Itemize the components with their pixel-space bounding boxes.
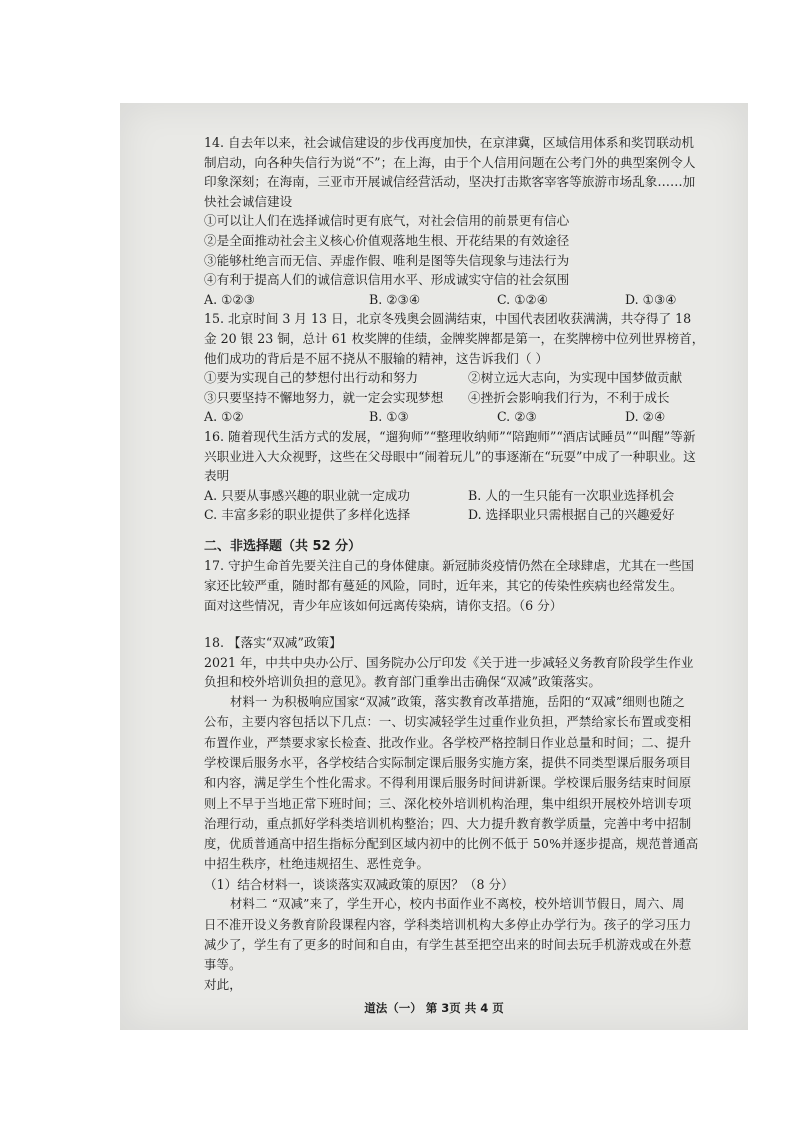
material-2: [204, 894, 732, 975]
question-14: [204, 133, 732, 309]
material-1-line: 治理行动，重点抓好学科类培训机构整治；四、大力提升教育教学质量，完善中考中招制: [204, 816, 692, 831]
material-1-line: 学校课后服务水平，各学校结合实际制定课后服务实施方案，提供不同类型课后服务项目: [204, 755, 692, 770]
q15-option-a: A. ①②: [204, 409, 244, 425]
q16-stem-line: 表明: [204, 468, 230, 484]
q14-option-d: D. ①③④: [625, 291, 677, 307]
q16-options-row: [204, 505, 732, 525]
material-1-line: 中招生秩序，杜绝违规招生、恶性竞争。: [204, 857, 429, 872]
q15-statement: ④挫折会影响我们行为，不利于成长: [468, 389, 670, 405]
material-1-line: 布置作业，严禁要求家长检查、批改作业。各学校严格控制日作业总量和时间；二、提升: [204, 735, 692, 750]
material-1-line: 材料一 为积极响应国家“双减”政策，落实教育改革措施，岳阳的“双减”细则也随之: [230, 695, 685, 710]
material-1: [204, 692, 732, 875]
q16-option-a: A. 只要从事感兴趣的职业就一定成功: [204, 487, 411, 503]
question-17: [204, 556, 732, 615]
q16-stem-line: 16. 随着现代生活方式的发展，“遛狗师”“整理收纳师”“陪跑师”“酒店试睡员”“叫醒”等新: [204, 428, 696, 444]
q15-stem-line: 金 20 银 23 铜，总计 61 枚奖牌的佳绩，金牌奖牌都是第一，在奖牌榜中位列世界榜首，: [204, 330, 705, 346]
q14-stem-line: 14. 自去年以来，社会诚信建设的步伐再度加快，在京津冀，区域信用体系和奖罚联动机: [204, 135, 695, 150]
q15-statement: ②树立远大志向，为实现中国梦做贡献: [468, 370, 683, 386]
q18-intro-line: 2021 年，中共中央办公厅、国务院办公厅印发《关于进一步减轻义务教育阶段学生作业: [204, 654, 694, 670]
section-title: 二、非选择题（共 52 分）: [204, 538, 362, 554]
q15-statement: ①要为实现自己的梦想付出行动和努力: [204, 370, 419, 386]
material-2-line: 减少了，学生有了更多的时间和自由，有学生甚至把空出来的时间去玩手机游戏或在外惹: [204, 937, 692, 952]
q14-statement: ②是全面推动社会主义核心价值观落地生根、开花结果的有效途径: [204, 232, 570, 248]
q15-options: [204, 407, 732, 427]
material-1-line: 度，优质普通高中招生指标分配到区域内初中的比例不低于 50%并逐步提高，规范普通高: [204, 837, 699, 852]
material-1-line: 公布，主要内容包括以下几点：一、切实减轻学生过重作业负担，严禁给家长布置或变相: [204, 715, 692, 730]
q15-option-c: C. ②③: [497, 409, 537, 425]
material-1-line: 和内容，满足学生个性化需求。不得利用课后服务时间讲新课。学校课后服务结束时间原: [204, 776, 692, 791]
q14-option-a: A. ①②③: [204, 291, 255, 307]
exam-content: [204, 133, 732, 995]
q15-statement: ③只要坚持不懈地努力，就一定会实现梦想: [204, 389, 444, 405]
q14-statement: ①可以让人们在选择诚信时更有底气，对社会信用的前景更有信心: [204, 213, 570, 229]
q14-statement: ③能够杜绝言而无信、弄虚作假、唯利是图等失信现象与违法行为: [204, 252, 570, 268]
q14-stem-line: 快社会诚信建设: [204, 193, 293, 209]
q15-stem-line: 15. 北京时间 3 月 13 日，北京冬残奥会圆满结束，中国代表团收获满满，共夺得了 18: [204, 311, 692, 327]
q15-statements-row: [204, 388, 732, 408]
q17-line: 家还比较严重，随时都有蔓延的风险，同时，近年来，其它的传染性疾病也经常发生。: [204, 578, 683, 594]
q14-options: [204, 290, 732, 310]
q14-stem-line: 印象深刻；在海南，三亚市开展诚信经营活动，坚决打击欺客宰客等旅游市场乱象……加: [204, 174, 696, 190]
q15-option-d: D. ②④: [625, 409, 666, 425]
q18-subquestion-1: （1）结合材料一，谈谈落实双减政策的原因？（8 分）: [204, 876, 514, 892]
q16-option-d: D. 选择职业只需根据自己的兴趣爱好: [468, 507, 675, 523]
material-1-line: 则上不早于当地正常下班时间；三、深化校外培训机构治理，集中组织开展校外培训专项: [204, 796, 692, 811]
q14-option-b: B. ②③④: [369, 291, 421, 307]
q17-line: 面对这些情况，青少年应该如何远离传染病，请你支招。（6 分）: [204, 597, 563, 613]
q15-stem-line: 他们成功的背后是不屈不挠从不服输的精神，这告诉我们（ ）: [204, 350, 549, 366]
q14-statement: ④有利于提高人们的诚信意识信用水平、形成诚实守信的社会氛围: [204, 272, 570, 288]
q16-option-b: B. 人的一生只能有一次职业选择机会: [468, 487, 675, 503]
page-footer: 道法（一） 第 3页 共 4 页: [364, 1001, 504, 1015]
q16-stem-line: 兴职业进入大众视野，这些在父母眼中“闹着玩儿”的事逐渐在“玩耍”中成了一种职业。这: [204, 448, 696, 464]
exam-page: [120, 103, 748, 1030]
q18-title: 18. 【落实“双减”政策】: [204, 635, 342, 651]
q16-options-row: [204, 486, 732, 506]
material-2-line: 事等。: [204, 958, 242, 973]
q17-line: 17. 守护生命首先要关注自己的身体健康。新冠肺炎疫情仍然在全球肆虐，尤其在一些国: [204, 558, 695, 574]
answer-space: [204, 615, 732, 633]
question-15: [204, 309, 732, 427]
material-2-line: 日不准开设义务教育阶段课程内容，学科类培训机构大多停止办学行为。孩子的学习压力: [204, 917, 692, 932]
q14-option-c: C. ①②④: [497, 291, 549, 307]
q15-statements-row: [204, 368, 732, 388]
q15-option-b: B. ①③: [369, 409, 409, 425]
material-2-line: 材料二 “双减”来了，学生开心，校内书面作业不离校，校外培训节假日，周六、周: [230, 897, 685, 912]
q16-option-c: C. 丰富多彩的职业提供了多样化选择: [204, 507, 411, 523]
q14-stem-line: 制启动，向各种失信行为说“不”；在上海，由于个人信用问题在公考门外的典型案例令人: [204, 154, 696, 170]
q18-intro-line: 负担和校外培训负担的意见》。教育部门重拳出击确保“双减”政策落实。: [204, 674, 601, 690]
q18-closing: 对此，: [204, 977, 242, 993]
question-16: [204, 427, 732, 525]
question-18: [204, 633, 732, 995]
